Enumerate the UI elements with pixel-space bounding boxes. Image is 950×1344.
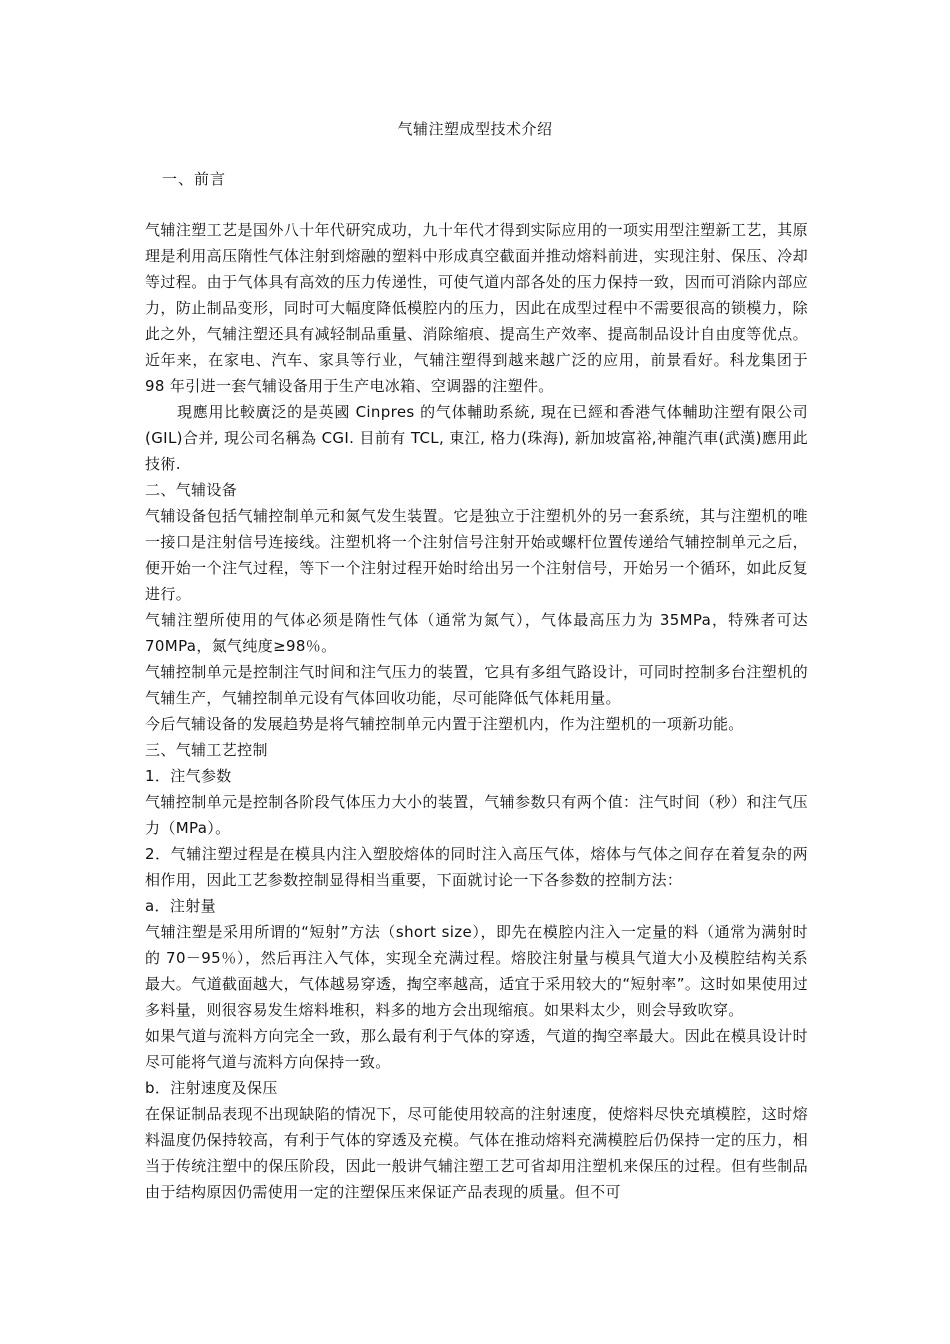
section-heading-preface: 一、前言 [162, 170, 227, 188]
document-title: 气辅注塑成型技术介绍 [397, 120, 553, 138]
body-paragraph: a．注射量 [145, 897, 216, 915]
document-body [145, 217, 808, 1205]
body-paragraph: 气辅设备包括气辅控制单元和氮气发生装置。它是独立于注塑机外的另一套系统，其与注塑机的唯一接口是注射信号连接线。注塑机将一个注射信号注射开始或螺杆位置传递给气辅控制单元之后，便开始一个注气过程，等下一个注射过程开始时给出另一个注射信号，开始另一个循环，如此反复进行。 [145, 507, 808, 603]
body-paragraph: 气辅注塑是采用所谓的“短射”方法（short size），即先在模腔内注入一定量的料（通常为满射时的 70－95％），然后再注入气体，实现全充满过程。熔胶注射量与模具气道大小及模腔结构关系最大。气道截面越大，气体越易穿透，掏空率越高，适宜于采用较大的“短射率”。这时如果使用过多料量，则很容易发生熔料堆积，料多的地方会出现缩痕。如果料太少，则会导致吹穿。 [145, 923, 808, 1019]
body-paragraph: 今后气辅设备的发展趋势是将气辅控制单元内置于注塑机内，作为注塑机的一项新功能。 [145, 715, 744, 733]
body-paragraph: 1．注气参数 [145, 767, 232, 785]
body-paragraph: 气辅控制单元是控制各阶段气体压力大小的装置，气辅参数只有两个值：注气时间（秒）和注气压力（MPa）。 [145, 793, 808, 837]
body-paragraph: 2．气辅注塑过程是在模具内注入塑胶熔体的同时注入高压气体，熔体与气体之间存在着复杂的两相作用，因此工艺参数控制显得相当重要，下面就讨论一下各参数的控制方法： [145, 845, 808, 889]
body-paragraph: 气辅注塑所使用的气体必须是隋性气体（通常为氮气），气体最高压力为 35MPa，特殊者可达 70MPa，氮气纯度≥98％。 [145, 611, 808, 655]
body-paragraph: 現應用比較廣泛的是英國 Cinpres 的气体輔助系統, 現在已經和香港气体輔助注塑有限公司(GIL)合并, 現公司名稱為 CGI. 目前有 TCL, 東江, 格力(珠海), 新加坡富裕,神龍汽車(武漢)應用此技術. [145, 403, 808, 473]
body-paragraph: 三、气辅工艺控制 [145, 741, 268, 759]
body-paragraph: 气辅注塑工艺是国外八十年代研究成功，九十年代才得到实际应用的一项实用型注塑新工艺，其原理是利用高压隋性气体注射到熔融的塑料中形成真空截面并推动熔料前进，实现注射、保压、冷却等过程。由于气体具有高效的压力传递性，可使气道内部各处的压力保持一致，因而可消除内部应力，防止制品变形，同时可大幅度降低模腔内的压力，因此在成型过程中不需要很高的锁模力，除此之外，气辅注塑还具有减轻制品重量、消除缩痕、提高生产效率、提高制品设计自由度等优点。近年来，在家电、汽车、家具等行业，气辅注塑得到越来越广泛的应用，前景看好。科龙集团于 98 年引进一套气辅设备用于生产电冰箱、空调器的注塑件。 [145, 221, 808, 395]
body-paragraph: 在保证制品表现不出现缺陷的情况下，尽可能使用较高的注射速度，使熔料尽快充填模腔，这时熔料温度仍保持较高，有利于气体的穿透及充模。气体在推动熔料充满模腔后仍保持一定的压力，相当于传统注塑中的保压阶段，因此一般讲气辅注塑工艺可省却用注塑机来保压的过程。但有些制品由于结构原因仍需使用一定的注塑保压来保证产品表现的质量。但不可 [145, 1105, 808, 1201]
body-paragraph: 如果气道与流料方向完全一致，那么最有利于气体的穿透，气道的掏空率最大。因此在模具设计时尽可能将气道与流料方向保持一致。 [145, 1027, 808, 1071]
body-paragraph: 二、气辅设备 [145, 481, 238, 499]
body-paragraph: 气辅控制单元是控制注气时间和注气压力的装置，它具有多组气路设计，可同时控制多台注塑机的气辅生产，气辅控制单元设有气体回收功能，尽可能降低气体耗用量。 [145, 663, 808, 707]
body-paragraph: b．注射速度及保压 [145, 1079, 278, 1097]
